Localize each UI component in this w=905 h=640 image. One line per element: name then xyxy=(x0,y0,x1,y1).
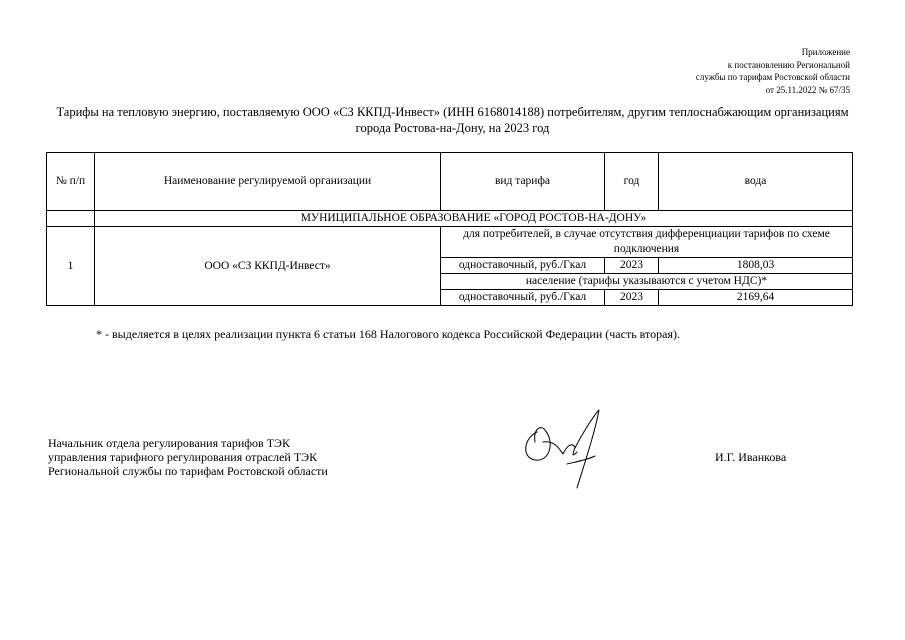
appendix-line: Приложение xyxy=(801,47,850,57)
header-org: Наименование регулируемой организации xyxy=(95,153,441,211)
header-num: № п/п xyxy=(47,153,95,211)
group-consumers: для потребителей, в случае отсутствия дифференциации тарифов по схеме подключения xyxy=(441,227,853,258)
tariff-value: 2169,64 xyxy=(659,290,853,306)
signatory-block xyxy=(48,436,328,478)
row-org-name: ООО «СЗ ККПД-Инвест» xyxy=(95,227,441,306)
signatory-line: Региональной службы по тарифам Ростовской области xyxy=(48,464,328,478)
row-num: 1 xyxy=(47,227,95,306)
table-header-row xyxy=(47,153,853,211)
tariff-year: 2023 xyxy=(605,290,659,306)
appendix-date: от 25.11.2022 № 67/35 xyxy=(765,84,850,95)
table-row xyxy=(47,227,853,258)
header-tariff-type: вид тарифа xyxy=(441,153,605,211)
signatory-line: управления тарифного регулирования отраслей ТЭК xyxy=(48,450,318,464)
appendix-line: службы по тарифам Ростовской области xyxy=(695,72,850,82)
signatory-name: И.Г. Иванкова xyxy=(715,450,787,464)
tariff-type: одноставочный, руб./Гкал xyxy=(441,290,605,306)
signatory-line: Начальник отдела регулирования тарифов ТЭК xyxy=(48,436,290,450)
appendix-block xyxy=(696,46,850,96)
document-title xyxy=(40,104,865,136)
tariff-table xyxy=(46,152,853,306)
header-year: год xyxy=(605,153,659,211)
tariff-year: 2023 xyxy=(605,258,659,274)
municipality-row xyxy=(47,211,853,227)
tariff-value: 1808,03 xyxy=(659,258,853,274)
header-water: вода xyxy=(659,153,853,211)
footnote: * - выделяется в целях реализации пункта 6 статьи 168 Налогового кодекса Российской Федерации (часть вторая). xyxy=(96,327,680,341)
appendix-line: к постановлению Региональной xyxy=(727,59,850,70)
title-line-2: города Ростова-на-Дону, на 2023 год xyxy=(355,121,550,135)
municipality-name: МУНИЦИПАЛЬНОЕ ОБРАЗОВАНИЕ «ГОРОД РОСТОВ-НА-ДОНУ» xyxy=(95,211,853,227)
title-line-1: Тарифы на тепловую энергию, поставляемую ООО «СЗ ККПД-Инвест» (ИНН 6168014188) потребителям, другим теплоснабжающим организациям xyxy=(56,105,849,119)
group-population: население (тарифы указываются с учетом НДС)* xyxy=(441,274,853,290)
handwritten-signature xyxy=(515,402,610,497)
tariff-type: одноставочный, руб./Гкал xyxy=(441,258,605,274)
